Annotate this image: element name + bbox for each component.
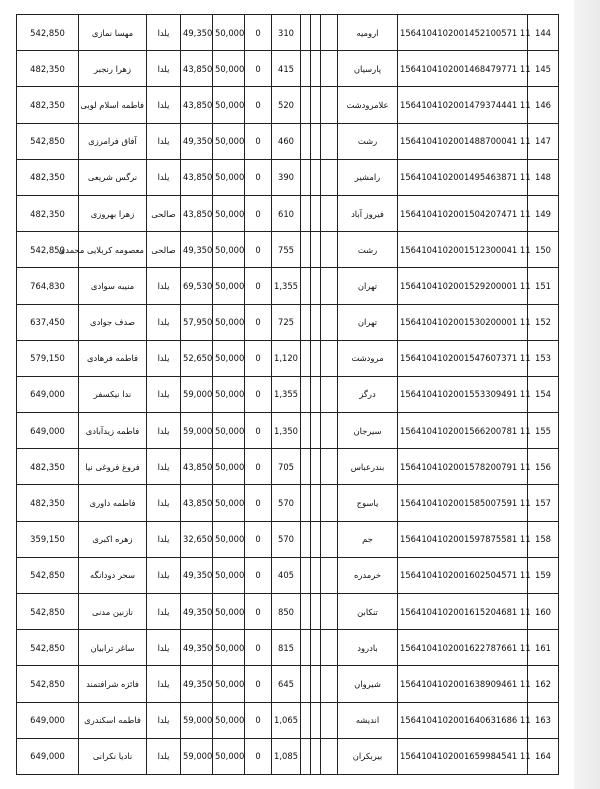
total-cell: 482,350	[17, 51, 79, 87]
row-number-cell: 149	[528, 195, 559, 231]
zero-cell: 0	[245, 340, 272, 376]
blank-cell	[321, 195, 338, 231]
blank-cell	[301, 702, 311, 738]
seller-cell: صالحی	[147, 232, 181, 268]
customer-name-cell: نرگس شریعی	[79, 159, 147, 195]
blank-cell	[301, 413, 311, 449]
city-cell: جم	[338, 521, 398, 557]
total-cell: 649,000	[17, 738, 79, 774]
seller-cell: یلدا	[147, 630, 181, 666]
customer-name-cell: زهرا رنجبر	[79, 51, 147, 87]
table-row	[17, 195, 559, 231]
blank-cell	[301, 15, 311, 51]
blank-cell	[321, 485, 338, 521]
unit-price-cell: 49,350	[181, 666, 213, 702]
tracking-code-cell: 1564104102001622787661 11	[398, 630, 528, 666]
tracking-code-cell: 1564104102001495463871 11	[398, 159, 528, 195]
blank-cell	[321, 413, 338, 449]
blank-cell	[301, 666, 311, 702]
zero-cell: 0	[245, 413, 272, 449]
city-cell: رامشیر	[338, 159, 398, 195]
blank-cell	[301, 594, 311, 630]
quantity-cell: 310	[272, 15, 301, 51]
table-row	[17, 594, 559, 630]
zero-cell: 0	[245, 159, 272, 195]
tracking-code-cell: 1564104102001566200781 11	[398, 413, 528, 449]
blank-cell	[311, 485, 321, 521]
customer-name-cell: فاطمه اسلام لوبی	[79, 87, 147, 123]
seller-cell: یلدا	[147, 666, 181, 702]
total-cell: 482,350	[17, 87, 79, 123]
blank-cell	[321, 51, 338, 87]
city-cell: رشت	[338, 123, 398, 159]
base-amount-cell: 50,000	[213, 738, 245, 774]
blank-cell	[321, 15, 338, 51]
blank-cell	[321, 123, 338, 159]
blank-cell	[301, 630, 311, 666]
row-number-cell: 147	[528, 123, 559, 159]
total-cell: 542,850	[17, 557, 79, 593]
quantity-cell: 645	[272, 666, 301, 702]
blank-cell	[311, 630, 321, 666]
table-row	[17, 51, 559, 87]
tracking-code-cell: 1564104102001512300041 11	[398, 232, 528, 268]
blank-cell	[311, 87, 321, 123]
unit-price-cell: 69,530	[181, 268, 213, 304]
quantity-cell: 405	[272, 557, 301, 593]
blank-cell	[321, 449, 338, 485]
zero-cell: 0	[245, 376, 272, 412]
table-row	[17, 304, 559, 340]
total-cell: 482,350	[17, 159, 79, 195]
row-number-cell: 156	[528, 449, 559, 485]
quantity-cell: 1,355	[272, 376, 301, 412]
blank-cell	[311, 557, 321, 593]
city-cell: مرودشت	[338, 340, 398, 376]
zero-cell: 0	[245, 485, 272, 521]
tracking-code-cell: 1564104102001640631686 11	[398, 702, 528, 738]
blank-cell	[321, 630, 338, 666]
row-number-cell: 153	[528, 340, 559, 376]
unit-price-cell: 49,350	[181, 232, 213, 268]
blank-cell	[321, 340, 338, 376]
blank-cell	[311, 666, 321, 702]
tracking-code-cell: 1564104102001452100571 11	[398, 15, 528, 51]
page-edge	[574, 0, 600, 789]
unit-price-cell: 32,650	[181, 521, 213, 557]
base-amount-cell: 50,000	[213, 557, 245, 593]
blank-cell	[301, 232, 311, 268]
unit-price-cell: 59,000	[181, 738, 213, 774]
blank-cell	[301, 557, 311, 593]
customer-name-cell: فاطمه داوری	[79, 485, 147, 521]
seller-cell: یلدا	[147, 449, 181, 485]
tracking-code-cell: 1564104102001488700041 11	[398, 123, 528, 159]
total-cell: 482,350	[17, 195, 79, 231]
base-amount-cell: 50,000	[213, 268, 245, 304]
base-amount-cell: 50,000	[213, 159, 245, 195]
blank-cell	[301, 87, 311, 123]
blank-cell	[311, 232, 321, 268]
blank-cell	[301, 159, 311, 195]
unit-price-cell: 52,650	[181, 340, 213, 376]
tracking-code-cell: 1564104102001530200001 11	[398, 304, 528, 340]
customer-name-cell: فائزه شرافتمند	[79, 666, 147, 702]
seller-cell: یلدا	[147, 15, 181, 51]
base-amount-cell: 50,000	[213, 15, 245, 51]
unit-price-cell: 49,350	[181, 15, 213, 51]
seller-cell: یلدا	[147, 702, 181, 738]
blank-cell	[301, 340, 311, 376]
blank-cell	[321, 268, 338, 304]
total-cell: 542,850	[17, 666, 79, 702]
customer-name-cell: ندا نیکسفر	[79, 376, 147, 412]
table-row	[17, 630, 559, 666]
seller-cell: یلدا	[147, 340, 181, 376]
row-number-cell: 158	[528, 521, 559, 557]
unit-price-cell: 49,350	[181, 594, 213, 630]
base-amount-cell: 50,000	[213, 521, 245, 557]
customer-name-cell: فاطمه زیدآبادی	[79, 413, 147, 449]
seller-cell: یلدا	[147, 521, 181, 557]
zero-cell: 0	[245, 449, 272, 485]
customer-name-cell: نادیا نکرانی	[79, 738, 147, 774]
total-cell: 649,000	[17, 413, 79, 449]
unit-price-cell: 49,350	[181, 630, 213, 666]
base-amount-cell: 50,000	[213, 413, 245, 449]
quantity-cell: 1,085	[272, 738, 301, 774]
table-row	[17, 87, 559, 123]
unit-price-cell: 49,350	[181, 123, 213, 159]
city-cell: پارسیان	[338, 51, 398, 87]
blank-cell	[321, 521, 338, 557]
base-amount-cell: 50,000	[213, 630, 245, 666]
blank-cell	[301, 51, 311, 87]
total-cell: 542,850	[17, 123, 79, 159]
seller-cell: یلدا	[147, 738, 181, 774]
blank-cell	[311, 123, 321, 159]
tracking-code-cell: 1564104102001615204681 11	[398, 594, 528, 630]
customer-name-cell: معصومه کربلایی محمدی	[79, 232, 147, 268]
city-cell: خرمدره	[338, 557, 398, 593]
unit-price-cell: 43,850	[181, 87, 213, 123]
base-amount-cell: 50,000	[213, 594, 245, 630]
row-number-cell: 144	[528, 15, 559, 51]
city-cell: اندیشه	[338, 702, 398, 738]
unit-price-cell: 43,850	[181, 51, 213, 87]
customer-name-cell: ساغر ترابیان	[79, 630, 147, 666]
quantity-cell: 570	[272, 521, 301, 557]
total-cell: 637,450	[17, 304, 79, 340]
row-number-cell: 151	[528, 268, 559, 304]
blank-cell	[311, 268, 321, 304]
customer-name-cell: نازنین مدنی	[79, 594, 147, 630]
table-row	[17, 15, 559, 51]
base-amount-cell: 50,000	[213, 666, 245, 702]
zero-cell: 0	[245, 594, 272, 630]
table-row	[17, 159, 559, 195]
city-cell: تهران	[338, 268, 398, 304]
quantity-cell: 705	[272, 449, 301, 485]
city-cell: تنکابن	[338, 594, 398, 630]
tracking-code-cell: 1564104102001602504571 11	[398, 557, 528, 593]
quantity-cell: 1,120	[272, 340, 301, 376]
blank-cell	[311, 594, 321, 630]
customer-name-cell: آفاق فرامرزی	[79, 123, 147, 159]
unit-price-cell: 49,350	[181, 557, 213, 593]
blank-cell	[301, 449, 311, 485]
total-cell: 542,850	[17, 15, 79, 51]
blank-cell	[321, 87, 338, 123]
base-amount-cell: 50,000	[213, 485, 245, 521]
seller-cell: یلدا	[147, 87, 181, 123]
city-cell: شیروان	[338, 666, 398, 702]
base-amount-cell: 50,000	[213, 51, 245, 87]
blank-cell	[321, 304, 338, 340]
seller-cell: یلدا	[147, 304, 181, 340]
blank-cell	[301, 738, 311, 774]
quantity-cell: 1,355	[272, 268, 301, 304]
tracking-code-cell: 1564104102001479374441 11	[398, 87, 528, 123]
quantity-cell: 850	[272, 594, 301, 630]
quantity-cell: 610	[272, 195, 301, 231]
total-cell: 482,350	[17, 485, 79, 521]
city-cell: بیربکران	[338, 738, 398, 774]
unit-price-cell: 59,000	[181, 376, 213, 412]
blank-cell	[301, 195, 311, 231]
tracking-code-cell: 1564104102001468479771 11	[398, 51, 528, 87]
unit-price-cell: 43,850	[181, 485, 213, 521]
base-amount-cell: 50,000	[213, 340, 245, 376]
table-row	[17, 376, 559, 412]
quantity-cell: 415	[272, 51, 301, 87]
total-cell: 482,350	[17, 449, 79, 485]
city-cell: علامرودشت	[338, 87, 398, 123]
unit-price-cell: 43,850	[181, 195, 213, 231]
total-cell: 542,850	[17, 630, 79, 666]
blank-cell	[301, 485, 311, 521]
total-cell: 542,850	[17, 232, 79, 268]
seller-cell: یلدا	[147, 413, 181, 449]
customer-name-cell: صدف جوادی	[79, 304, 147, 340]
city-cell: رشت	[338, 232, 398, 268]
base-amount-cell: 50,000	[213, 449, 245, 485]
blank-cell	[321, 738, 338, 774]
blank-cell	[321, 702, 338, 738]
quantity-cell: 520	[272, 87, 301, 123]
table-body	[17, 15, 559, 775]
zero-cell: 0	[245, 738, 272, 774]
city-cell: یاسوج	[338, 485, 398, 521]
row-number-cell: 162	[528, 666, 559, 702]
row-number-cell: 154	[528, 376, 559, 412]
blank-cell	[311, 304, 321, 340]
blank-cell	[321, 666, 338, 702]
quantity-cell: 1,350	[272, 413, 301, 449]
table-row	[17, 738, 559, 774]
seller-cell: صالحی	[147, 195, 181, 231]
tracking-code-cell: 1564104102001553309491 11	[398, 376, 528, 412]
zero-cell: 0	[245, 268, 272, 304]
zero-cell: 0	[245, 304, 272, 340]
base-amount-cell: 50,000	[213, 376, 245, 412]
blank-cell	[301, 268, 311, 304]
zero-cell: 0	[245, 15, 272, 51]
blank-cell	[321, 159, 338, 195]
row-number-cell: 163	[528, 702, 559, 738]
city-cell: تهران	[338, 304, 398, 340]
total-cell: 359,150	[17, 521, 79, 557]
seller-cell: یلدا	[147, 485, 181, 521]
total-cell: 579,150	[17, 340, 79, 376]
table-row	[17, 268, 559, 304]
customer-name-cell: زهره اکبری	[79, 521, 147, 557]
unit-price-cell: 43,850	[181, 159, 213, 195]
unit-price-cell: 59,000	[181, 413, 213, 449]
seller-cell: یلدا	[147, 557, 181, 593]
base-amount-cell: 50,000	[213, 702, 245, 738]
base-amount-cell: 50,000	[213, 232, 245, 268]
zero-cell: 0	[245, 51, 272, 87]
row-number-cell: 155	[528, 413, 559, 449]
tracking-code-cell: 1564104102001638909461 11	[398, 666, 528, 702]
zero-cell: 0	[245, 123, 272, 159]
tracking-code-cell: 1564104102001529200001 11	[398, 268, 528, 304]
base-amount-cell: 50,000	[213, 195, 245, 231]
zero-cell: 0	[245, 557, 272, 593]
tracking-code-cell: 1564104102001578200791 11	[398, 449, 528, 485]
row-number-cell: 152	[528, 304, 559, 340]
seller-cell: یلدا	[147, 51, 181, 87]
zero-cell: 0	[245, 195, 272, 231]
blank-cell	[311, 449, 321, 485]
row-number-cell: 148	[528, 159, 559, 195]
table-row	[17, 485, 559, 521]
quantity-cell: 815	[272, 630, 301, 666]
blank-cell	[311, 159, 321, 195]
city-cell: بادرود	[338, 630, 398, 666]
blank-cell	[321, 232, 338, 268]
zero-cell: 0	[245, 666, 272, 702]
blank-cell	[301, 521, 311, 557]
table-row	[17, 557, 559, 593]
total-cell: 764,830	[17, 268, 79, 304]
customer-name-cell: مهسا نمازی	[79, 15, 147, 51]
seller-cell: یلدا	[147, 376, 181, 412]
quantity-cell: 725	[272, 304, 301, 340]
row-number-cell: 161	[528, 630, 559, 666]
customer-name-cell: فاطمه اسکندری	[79, 702, 147, 738]
total-cell: 649,000	[17, 702, 79, 738]
base-amount-cell: 50,000	[213, 123, 245, 159]
blank-cell	[301, 304, 311, 340]
unit-price-cell: 59,000	[181, 702, 213, 738]
unit-price-cell: 57,950	[181, 304, 213, 340]
tracking-code-cell: 1564104102001504207471 11	[398, 195, 528, 231]
customer-name-cell: زهرا بهروزی	[79, 195, 147, 231]
tracking-code-cell: 1564104102001547607371 11	[398, 340, 528, 376]
row-number-cell: 145	[528, 51, 559, 87]
blank-cell	[301, 123, 311, 159]
row-number-cell: 157	[528, 485, 559, 521]
seller-cell: یلدا	[147, 159, 181, 195]
customer-name-cell: فروغ فروغی نیا	[79, 449, 147, 485]
city-cell: بندرعباس	[338, 449, 398, 485]
quantity-cell: 570	[272, 485, 301, 521]
zero-cell: 0	[245, 702, 272, 738]
table-row	[17, 340, 559, 376]
city-cell: درگز	[338, 376, 398, 412]
tracking-code-cell: 1564104102001585007591 11	[398, 485, 528, 521]
blank-cell	[311, 340, 321, 376]
unit-price-cell: 43,850	[181, 449, 213, 485]
customer-name-cell: سحر دودانگه	[79, 557, 147, 593]
blank-cell	[321, 557, 338, 593]
table-row	[17, 702, 559, 738]
orders-table	[16, 14, 559, 775]
zero-cell: 0	[245, 630, 272, 666]
table-row	[17, 232, 559, 268]
table-row	[17, 413, 559, 449]
zero-cell: 0	[245, 87, 272, 123]
seller-cell: یلدا	[147, 123, 181, 159]
blank-cell	[311, 521, 321, 557]
row-number-cell: 150	[528, 232, 559, 268]
base-amount-cell: 50,000	[213, 87, 245, 123]
blank-cell	[311, 15, 321, 51]
city-cell: ارومیه	[338, 15, 398, 51]
table-row	[17, 123, 559, 159]
base-amount-cell: 50,000	[213, 304, 245, 340]
row-number-cell: 159	[528, 557, 559, 593]
total-cell: 542,850	[17, 594, 79, 630]
blank-cell	[311, 195, 321, 231]
seller-cell: یلدا	[147, 594, 181, 630]
blank-cell	[321, 376, 338, 412]
tracking-code-cell: 1564104102001597875581 11	[398, 521, 528, 557]
tracking-code-cell: 1564104102001659984541 11	[398, 738, 528, 774]
quantity-cell: 390	[272, 159, 301, 195]
city-cell: سیرجان	[338, 413, 398, 449]
row-number-cell: 160	[528, 594, 559, 630]
quantity-cell: 755	[272, 232, 301, 268]
customer-name-cell: منیبه سوادی	[79, 268, 147, 304]
blank-cell	[311, 413, 321, 449]
table-row	[17, 521, 559, 557]
quantity-cell: 460	[272, 123, 301, 159]
zero-cell: 0	[245, 521, 272, 557]
blank-cell	[321, 594, 338, 630]
blank-cell	[301, 376, 311, 412]
quantity-cell: 1,065	[272, 702, 301, 738]
total-cell: 649,000	[17, 376, 79, 412]
row-number-cell: 164	[528, 738, 559, 774]
zero-cell: 0	[245, 232, 272, 268]
seller-cell: یلدا	[147, 268, 181, 304]
blank-cell	[311, 702, 321, 738]
city-cell: فیروز آباد	[338, 195, 398, 231]
row-number-cell: 146	[528, 87, 559, 123]
blank-cell	[311, 51, 321, 87]
table-row	[17, 666, 559, 702]
customer-name-cell: فاطمه فرهادی	[79, 340, 147, 376]
blank-cell	[311, 738, 321, 774]
blank-cell	[311, 376, 321, 412]
table-row	[17, 449, 559, 485]
